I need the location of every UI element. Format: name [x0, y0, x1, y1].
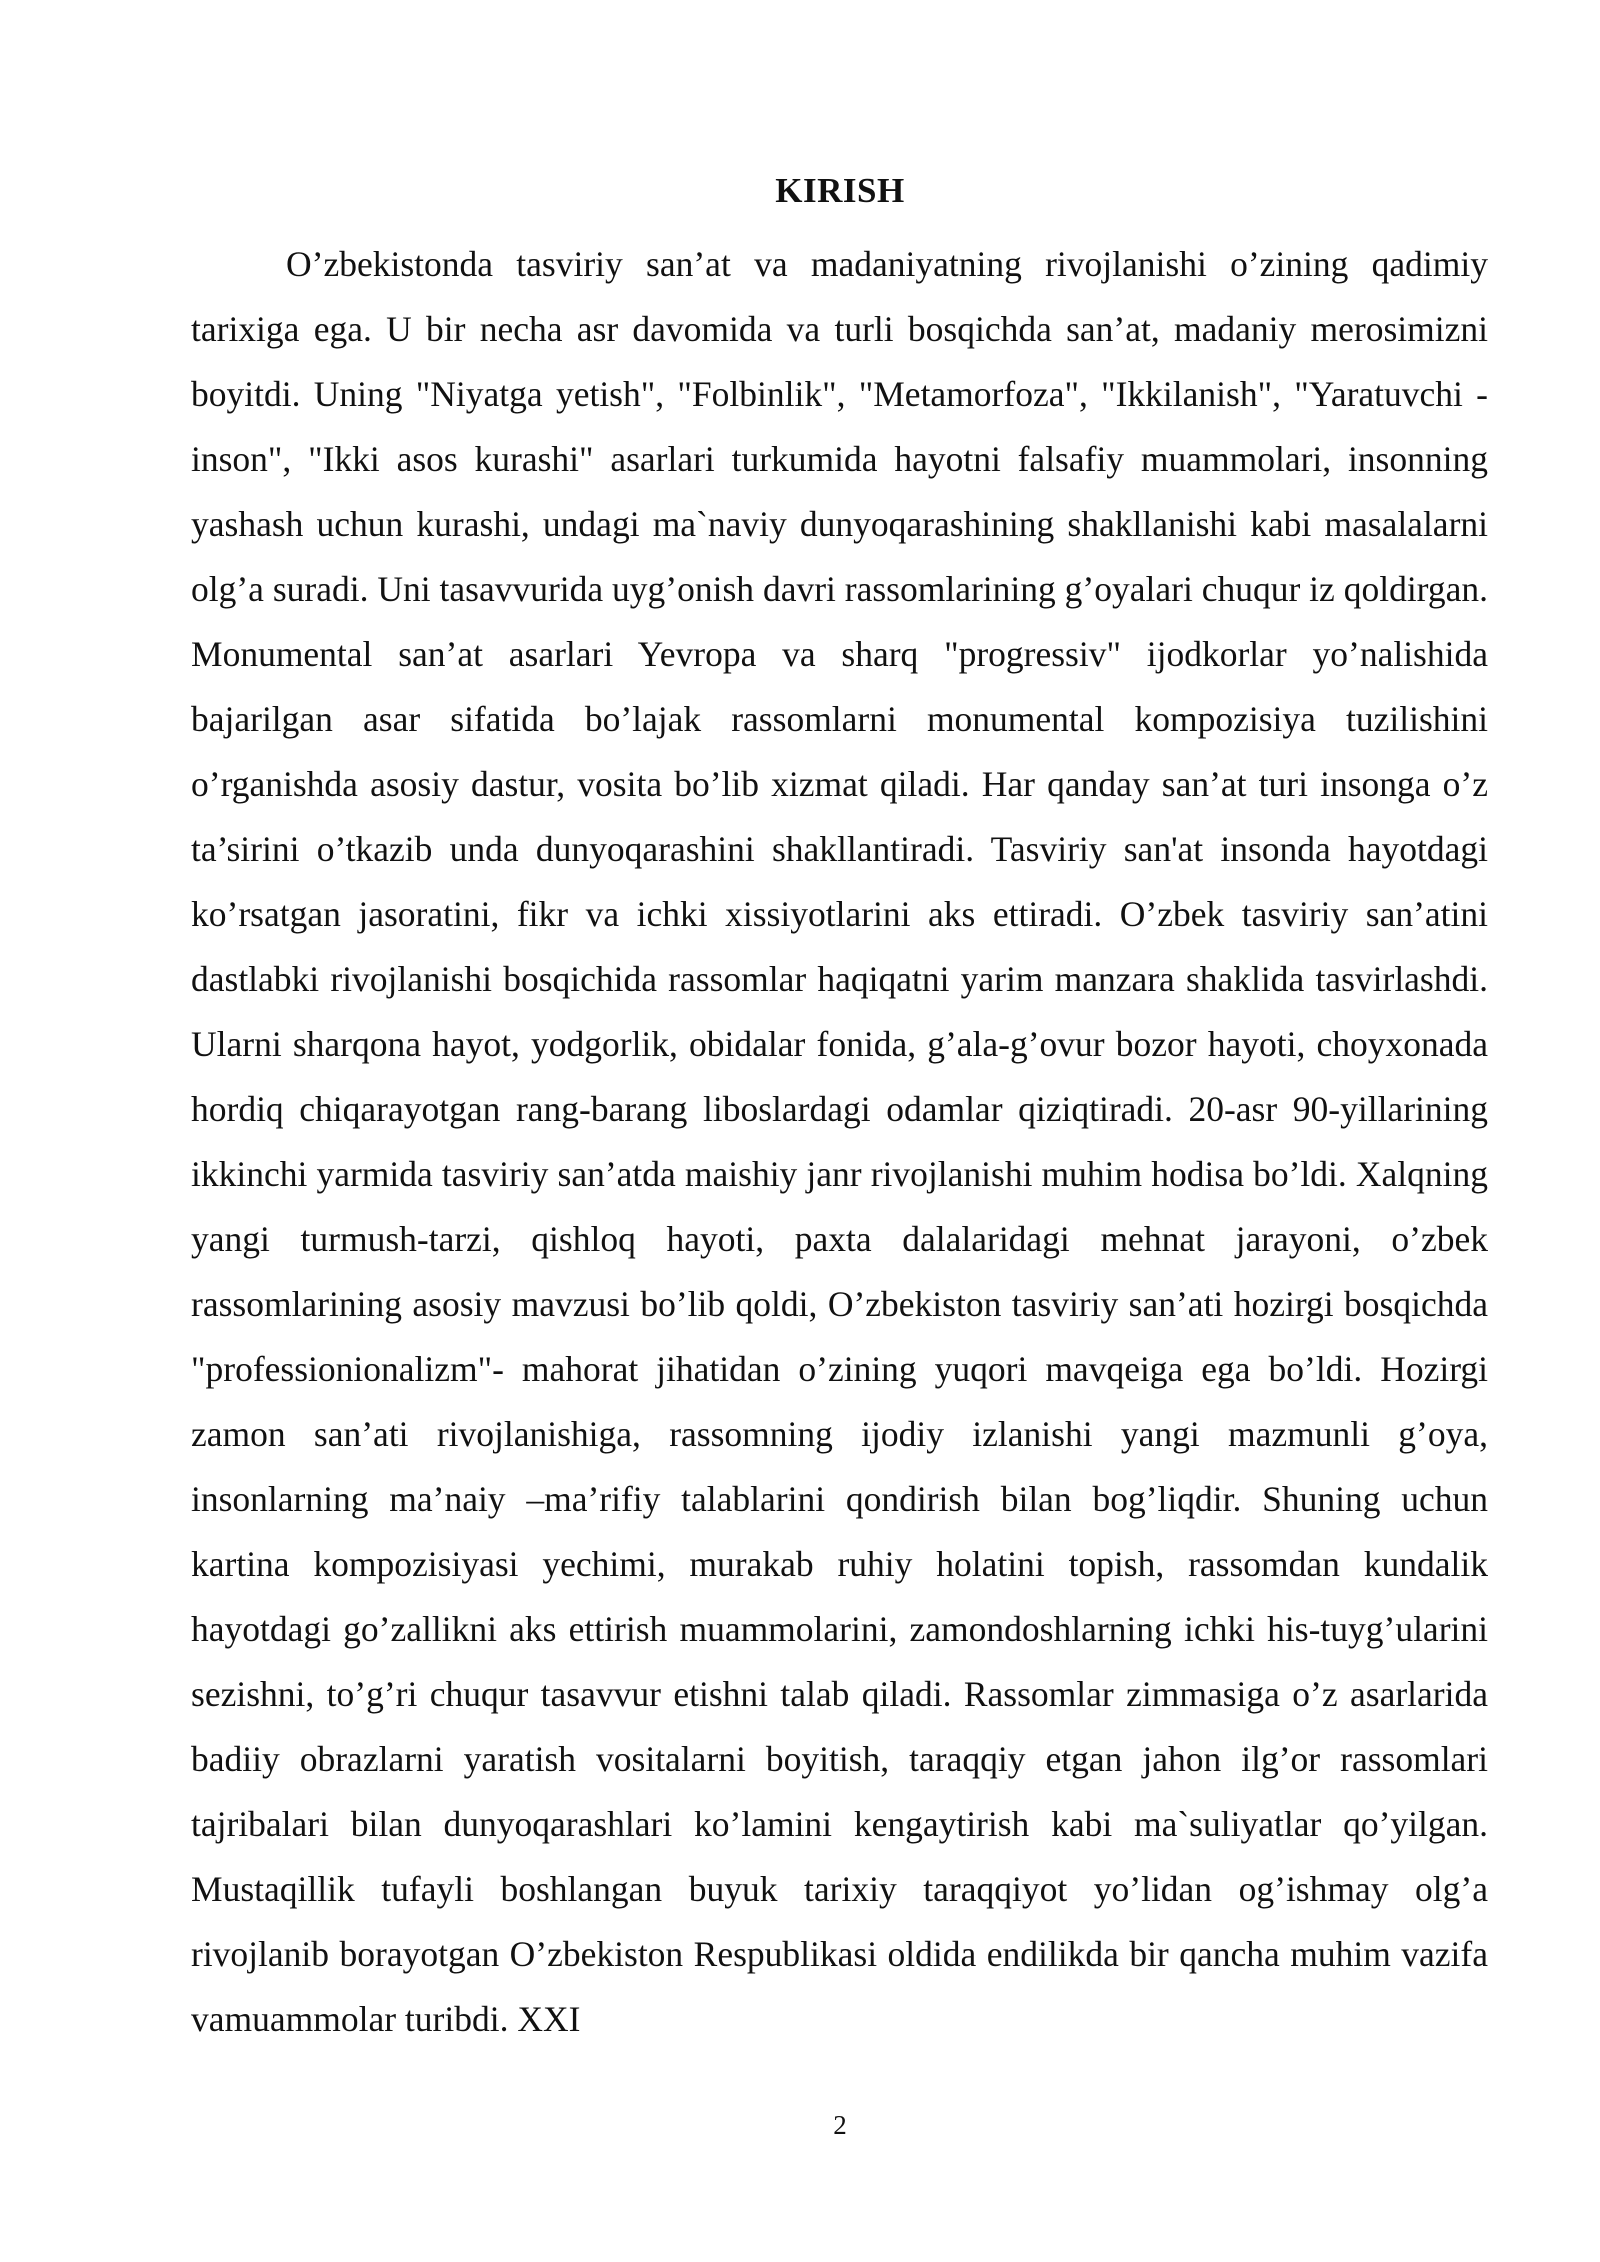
page-number: 2	[833, 2110, 847, 2140]
section-title: KIRISH	[775, 171, 905, 210]
body-paragraph: O’zbekistonda tasviriy san’at va madaniyatning rivojlanishi o’zining qadimiy tarixiga ega. U bir necha asr davomida va turli bosqichda san’at, madaniy merosimizni boyitdi. Uning "Niyatga yetish", "Folbinlik", "Metamorfoza", "Ikkilanish", "Yaratuvchi - inson", "Ikki asos kurashi" asarlari turkumida hayotni falsafiy muammolari, insonning yashash uchun kurashi, undagi ma`naviy dunyoqarashining shakllanishi kabi masalalarni olg’a suradi. Uni tasavvurida uyg’onish davri rassomlarining g’oyalari chuqur iz qoldirgan. Monumental san’at asarlari Yevropa va sharq "progressiv" ijodkorlar yo’nalishida bajarilgan asar sifatida bo’lajak rassomlarni monumental kompozisiya tuzilishini o’rganishda asosiy dastur, vosita bo’lib xizmat qiladi. Har qanday san’at turi insonga o’z ta’sirini o’tkazib unda dunyoqarashini shakllantiradi. Tasviriy san'at insonda hayotdagi ko’rsatgan jasoratini, fikr va ichki xissiyotlarini aks ettiradi. O’zbek tasviriy san’atini dastlabki rivojlanishi bosqichida rassomlar haqiqatni yarim manzara shaklida tasvirlashdi. Ularni sharqona hayot, yodgorlik, obidalar fonida, g’ala-g’ovur bozor hayoti, choyxonada hordiq chiqarayotgan rang-barang liboslardagi odamlar qiziqtiradi. 20-asr 90-yillarining ikkinchi yarmida tasviriy san’atda maishiy janr rivojlanishi muhim hodisa bo’ldi. Xalqning yangi turmush-tarzi, qishloq hayoti, paxta dalalaridagi mehnat jarayoni, o’zbek rassomlarining asosiy mavzusi bo’lib qoldi, O’zbekiston tasviriy san’ati hozirgi bosqichda "professionionalizm"- mahorat jihatidan o’zining yuqori mavqeiga ega bo’ldi. Hozirgi zamon san’ati rivojlanishiga, rassomning ijodiy izlanishi yangi mazmunli g’oya, insonlarning ma’naiy –ma’rifiy talablarini qondirish bilan bog’liqdir. Shuning uchun kartina kompozisiyasi yechimi, murakab ruhiy holatini topish, rassomdan kundalik hayotdagi go’zallikni aks ettirish muammolarini, zamondoshlarning ichki his-tuyg’ularini sezishni, to’g’ri chuqur tasavvur etishni talab qiladi. Rassomlar zimmasiga o’z asarlarida badiiy obrazlarni yaratish vositalarni boyitish, taraqqiy etgan jahon ilg’or rassomlari tajribalari bilan dunyoqarashlari ko’lamini kengaytirish kabi ma`suliyatlar qo’yilgan. Mustaqillik tufayli boshlangan buyuk tarixiy taraqqiyot yo’lidan og’ishmay olg’a rivojlanib borayotgan O’zbekiston Respublikasi oldida endilikda bir qancha muhim vazifa vamuammolar turibdi. XXI	[191, 244, 1488, 2039]
